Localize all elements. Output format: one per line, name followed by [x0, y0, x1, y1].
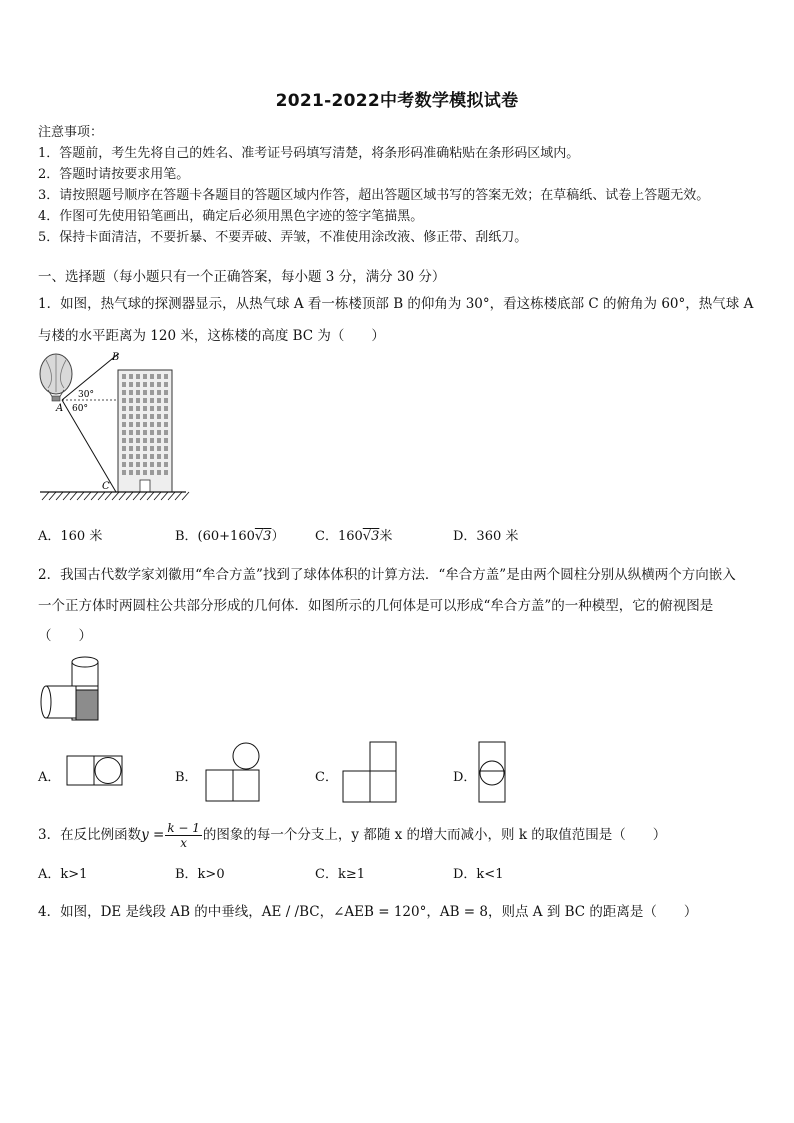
q1-option-b-post: ）	[271, 529, 285, 544]
ground-hatch	[182, 492, 189, 500]
q3-option-c[interactable]: C．k≥1	[315, 867, 365, 882]
building-window	[157, 446, 161, 451]
building-window	[122, 438, 126, 443]
q1-option-c-root: 3	[371, 529, 380, 544]
building-window	[143, 374, 147, 379]
q2-option-b-label[interactable]: B．	[175, 770, 198, 785]
ground-hatch	[161, 492, 168, 500]
building-window	[157, 382, 161, 387]
building-window	[157, 438, 161, 443]
q3-fraction-numerator: k − 1	[167, 821, 200, 835]
building-window	[143, 446, 147, 451]
building-window	[129, 454, 133, 459]
building-window	[143, 406, 147, 411]
q1-option-d[interactable]: D．360 米	[453, 529, 519, 544]
q3-y-equals: y =	[141, 827, 165, 843]
notice-item: 5．保持卡面清洁，不要折暴、不要弄破、弄皱，不准使用涂改液、修正带、刮纸刀。	[38, 230, 528, 245]
ground-hatch	[140, 492, 147, 500]
section-heading: 一、选择题（每小题只有一个正确答案，每小题 3 分，满分 30 分）	[38, 269, 446, 285]
notice-item: 3．请按照题号顺序在答题卡各题目的答题区域内作答，超出答题区域书写的答案无效；在草稿纸、试卷上答题无效。	[38, 188, 710, 203]
building-window	[122, 422, 126, 427]
ground-hatch	[105, 492, 112, 500]
ground-hatch	[56, 492, 63, 500]
building-window	[143, 454, 147, 459]
q2-option-c-figure[interactable]	[341, 740, 399, 804]
building-window	[164, 374, 168, 379]
building-window	[150, 446, 154, 451]
q2-option-a-label[interactable]: A．	[38, 770, 61, 785]
hot-air-balloon-icon	[40, 354, 72, 401]
building-window	[136, 414, 140, 419]
building-window	[150, 406, 154, 411]
q1-option-b[interactable]	[175, 525, 284, 544]
ground-hatch	[126, 492, 133, 500]
q1-option-c[interactable]	[315, 525, 392, 544]
building-window	[150, 374, 154, 379]
q2-text-line1: 2．我国古代数学家刘徽用“牟合方盖”找到了球体体积的计算方法．“牟合方盖”是由两个圆柱分别从纵横两个方向嵌入	[38, 567, 736, 583]
q3-option-d[interactable]: D．k<1	[453, 867, 504, 882]
ground-hatch	[49, 492, 56, 500]
building-window	[150, 454, 154, 459]
building-window	[143, 422, 147, 427]
building-window	[129, 382, 133, 387]
q1-option-b-root: 3	[263, 529, 272, 544]
building-window	[143, 390, 147, 395]
q2-text-line3: （ ）	[38, 628, 92, 644]
ground-hatch	[98, 492, 105, 500]
building-window	[164, 438, 168, 443]
building-window	[150, 422, 154, 427]
ground-hatch	[112, 492, 119, 500]
building-window	[164, 390, 168, 395]
q2-option-d-figure[interactable]	[477, 740, 509, 804]
building-window	[129, 438, 133, 443]
ground-hatch	[84, 492, 91, 500]
building-window	[164, 454, 168, 459]
building-window	[157, 374, 161, 379]
building-window	[129, 430, 133, 435]
building-window	[122, 390, 126, 395]
building-window	[157, 406, 161, 411]
notice-item: 1．答题前，考生先将自己的姓名、准考证号码填写清楚，将条形码准确粘贴在条形码区域内。	[38, 146, 580, 161]
building-window	[150, 462, 154, 467]
ground-hatch	[168, 492, 175, 500]
building-window	[164, 422, 168, 427]
building-window	[129, 470, 133, 475]
building-window	[136, 398, 140, 403]
building-window	[157, 422, 161, 427]
ground-hatch	[63, 492, 70, 500]
q2-option-c-label[interactable]: C．	[315, 770, 338, 785]
building-window	[150, 470, 154, 475]
sight-line-ac	[62, 400, 116, 492]
building-window	[122, 414, 126, 419]
q1-figure	[36, 348, 196, 504]
building-window	[129, 374, 133, 379]
ground-hatch	[42, 492, 49, 500]
label-c: C	[102, 481, 110, 492]
building-window	[122, 446, 126, 451]
building-window	[129, 462, 133, 467]
building-window	[136, 446, 140, 451]
building-window	[150, 438, 154, 443]
building-window	[129, 414, 133, 419]
sqrt-symbol: √	[362, 529, 372, 544]
page-title: 2021-2022中考数学模拟试卷	[275, 91, 519, 111]
ground-hatch	[175, 492, 182, 500]
building-window	[157, 462, 161, 467]
building-window	[143, 470, 147, 475]
building-window	[122, 398, 126, 403]
q3-option-a[interactable]: A．k>1	[38, 867, 88, 882]
building-window	[164, 470, 168, 475]
building-window	[136, 374, 140, 379]
building-window	[122, 406, 126, 411]
q1-option-c-post: 米	[379, 529, 393, 544]
notice-item: 2．答题时请按要求用笔。	[38, 167, 190, 182]
building-window	[136, 454, 140, 459]
building-window	[150, 382, 154, 387]
building-window	[122, 470, 126, 475]
q2-option-b-figure[interactable]	[204, 740, 262, 804]
building-window	[143, 430, 147, 435]
building-window	[150, 398, 154, 403]
q1-option-a[interactable]: A．160 米	[38, 529, 103, 544]
ground-hatch	[70, 492, 77, 500]
ground-hatch	[147, 492, 154, 500]
building-window	[136, 390, 140, 395]
q1-text-line2: 与楼的水平距离为 120 米，这栋楼的高度 BC 为（ ）	[38, 328, 385, 344]
building-window	[164, 398, 168, 403]
building-window	[157, 398, 161, 403]
building-window	[136, 438, 140, 443]
q3-option-b[interactable]: B．k>0	[175, 867, 225, 882]
building-window	[164, 414, 168, 419]
building-window	[157, 414, 161, 419]
building-window	[129, 446, 133, 451]
building-window	[129, 422, 133, 427]
building-window	[136, 406, 140, 411]
q2-solid-figure	[40, 654, 106, 724]
building-window	[164, 382, 168, 387]
ground-hatch	[133, 492, 140, 500]
notice-heading: 注意事项：	[38, 125, 104, 140]
q4-text: 4．如图，DE 是线段 AB 的中垂线，AE / /BC，∠AEB = 120°，AB = 8，则点 A 到 BC 的距离是（ ）	[38, 904, 698, 920]
label-b: B	[112, 352, 120, 363]
ground-hatch	[77, 492, 84, 500]
q1-option-c-pre: C．160	[315, 529, 363, 544]
building-window	[157, 454, 161, 459]
building-window	[157, 390, 161, 395]
building-window	[122, 374, 126, 379]
ground-hatch	[154, 492, 161, 500]
building-window	[157, 470, 161, 475]
building-window	[150, 390, 154, 395]
q1-text-line1: 1．如图，热气球的探测器显示，从热气球 A 看一栋楼顶部 B 的仰角为 30°，看这栋楼底部 C 的俯角为 60°，热气球 A	[38, 296, 754, 312]
q3-text-post: 的图象的每一个分支上，y 都随 x 的增大而减小，则 k 的取值范围是（ ）	[202, 827, 667, 843]
building-window	[136, 470, 140, 475]
building-window	[164, 430, 168, 435]
ground-hatch	[119, 492, 126, 500]
building-window	[164, 446, 168, 451]
building-window	[129, 398, 133, 403]
building-window	[150, 430, 154, 435]
building-window	[136, 462, 140, 467]
notice-item: 4．作图可先使用铅笔画出，确定后必须用黑色字迹的签字笔描黑。	[38, 209, 424, 224]
q3-text-pre: 3．在反比例函数	[38, 827, 142, 843]
q1-option-b-pre: B．(60+160	[175, 529, 255, 544]
building-window	[122, 454, 126, 459]
building-window	[157, 430, 161, 435]
building-window	[143, 398, 147, 403]
building-window	[143, 438, 147, 443]
q2-text-line2: 一个正方体时两圆柱公共部分形成的几何体．如图所示的几何体是可以形成“牟合方盖”的一种模型，它的俯视图是	[38, 598, 714, 614]
q3-fraction	[165, 821, 202, 850]
ground-hatch	[91, 492, 98, 500]
q3-fraction-denominator: x	[180, 836, 188, 850]
q2-option-a-figure[interactable]	[66, 754, 126, 788]
building-window	[164, 406, 168, 411]
building-window	[122, 382, 126, 387]
angle-up-label: 30°	[78, 390, 94, 400]
building-window	[122, 430, 126, 435]
q2-option-d-label[interactable]: D．	[453, 770, 477, 785]
building-window	[143, 414, 147, 419]
building-window	[122, 462, 126, 467]
building-window	[143, 462, 147, 467]
building-window	[136, 422, 140, 427]
building-window	[150, 414, 154, 419]
building-window	[164, 462, 168, 467]
q3-text	[38, 818, 666, 852]
building-window	[143, 382, 147, 387]
label-a: A	[56, 403, 64, 414]
building	[118, 370, 172, 492]
building-window	[129, 406, 133, 411]
building-window	[136, 382, 140, 387]
angle-down-label: 60°	[72, 404, 88, 414]
building-window	[136, 430, 140, 435]
sqrt-symbol: √	[254, 529, 264, 544]
building-window	[129, 390, 133, 395]
